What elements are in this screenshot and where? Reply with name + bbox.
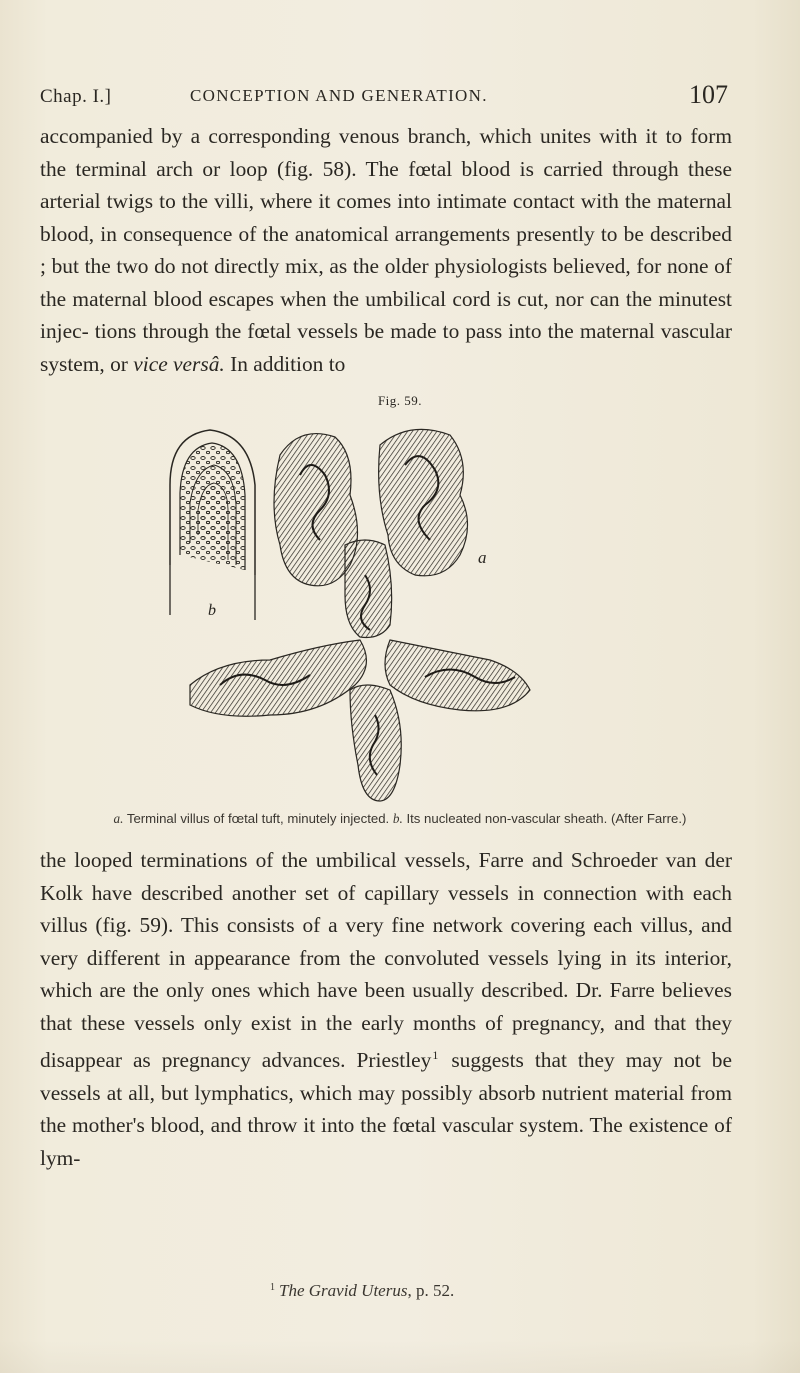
figure-label: Fig. 59. — [377, 393, 423, 408]
footnote-ref: , p. 52. — [407, 1281, 455, 1300]
caption-mark-b: b. — [392, 811, 403, 826]
figure-caption — [100, 810, 700, 828]
paragraph-text: suggests that they may not be vessels at all, but lymphatics, which may possibly absorb nutrient material from the mother's blood, and throw it into the fœtal vascular system. The existence of lym- — [40, 1048, 732, 1170]
paragraph-opening — [40, 120, 732, 380]
figure-59 — [150, 393, 650, 803]
text-line: fœtal blood is carried through these arterial twigs to the villi, — [40, 156, 732, 213]
label-a: a — [478, 548, 487, 567]
page-edge-shade — [0, 1340, 800, 1373]
footnote-reference[interactable]: 1 — [432, 1048, 439, 1062]
caption-text-b: Its nucleated non-vascular sheath. (After Farre.) — [402, 811, 687, 826]
running-title: CONCEPTION AND GENERATION. — [190, 86, 488, 105]
caption-text-a: Terminal villus of fœtal tuft, minutely injected. — [123, 811, 393, 826]
text-line: maternal vascular system, or — [40, 319, 733, 376]
text-line: with it to form the terminal arch or loop (fig. 58). The — [40, 124, 732, 181]
text-line: In addition to — [224, 351, 346, 376]
text-line: accompanied by a corresponding venous branch, which unites — [40, 124, 600, 148]
text-line: when the umbilical cord is cut, nor can the minutest injec- — [40, 286, 732, 343]
small-villus-b — [170, 430, 255, 620]
italic-phrase: vice versâ. — [133, 351, 225, 376]
footnote-title: The Gravid Uterus — [279, 1281, 408, 1300]
footnote — [270, 1281, 454, 1301]
text-line: be described ; but the two do not directly mix, as the older — [40, 221, 733, 278]
text-line: where it comes into intimate contact with the maternal blood, — [40, 189, 732, 246]
chapter-marker: Chap. I.] — [40, 86, 112, 107]
text-line: in consequence of the anatomical arrangements presently to — [100, 221, 624, 246]
text-line: tions through the fœtal vessels be made to pass into the — [94, 319, 580, 343]
footnote-marker: 1 — [270, 1282, 275, 1293]
paragraph-text: the looped terminations of the umbilical vessels, Farre and Schroeder van der Kolk have described another set of capillary vessels in connection with each villus (fig. 59). This consists of a very fine network covering each villus, and very different in appearance from the convoluted vessels lying in its interior, which are the only ones which have been usually described. Dr. Farre believes that these vessels only exist in the early months of pregnancy, and that they disappear as pregnancy advances. Priestley — [40, 848, 732, 1072]
page-number: 107 — [689, 80, 728, 109]
text-line: physiologists believed, for none of the maternal blood escapes — [40, 254, 733, 311]
running-head — [40, 82, 728, 116]
label-b: b — [208, 602, 216, 619]
paragraph-continued — [40, 844, 732, 1174]
caption-mark-a: a. — [113, 811, 124, 826]
villus-illustration — [150, 415, 650, 803]
